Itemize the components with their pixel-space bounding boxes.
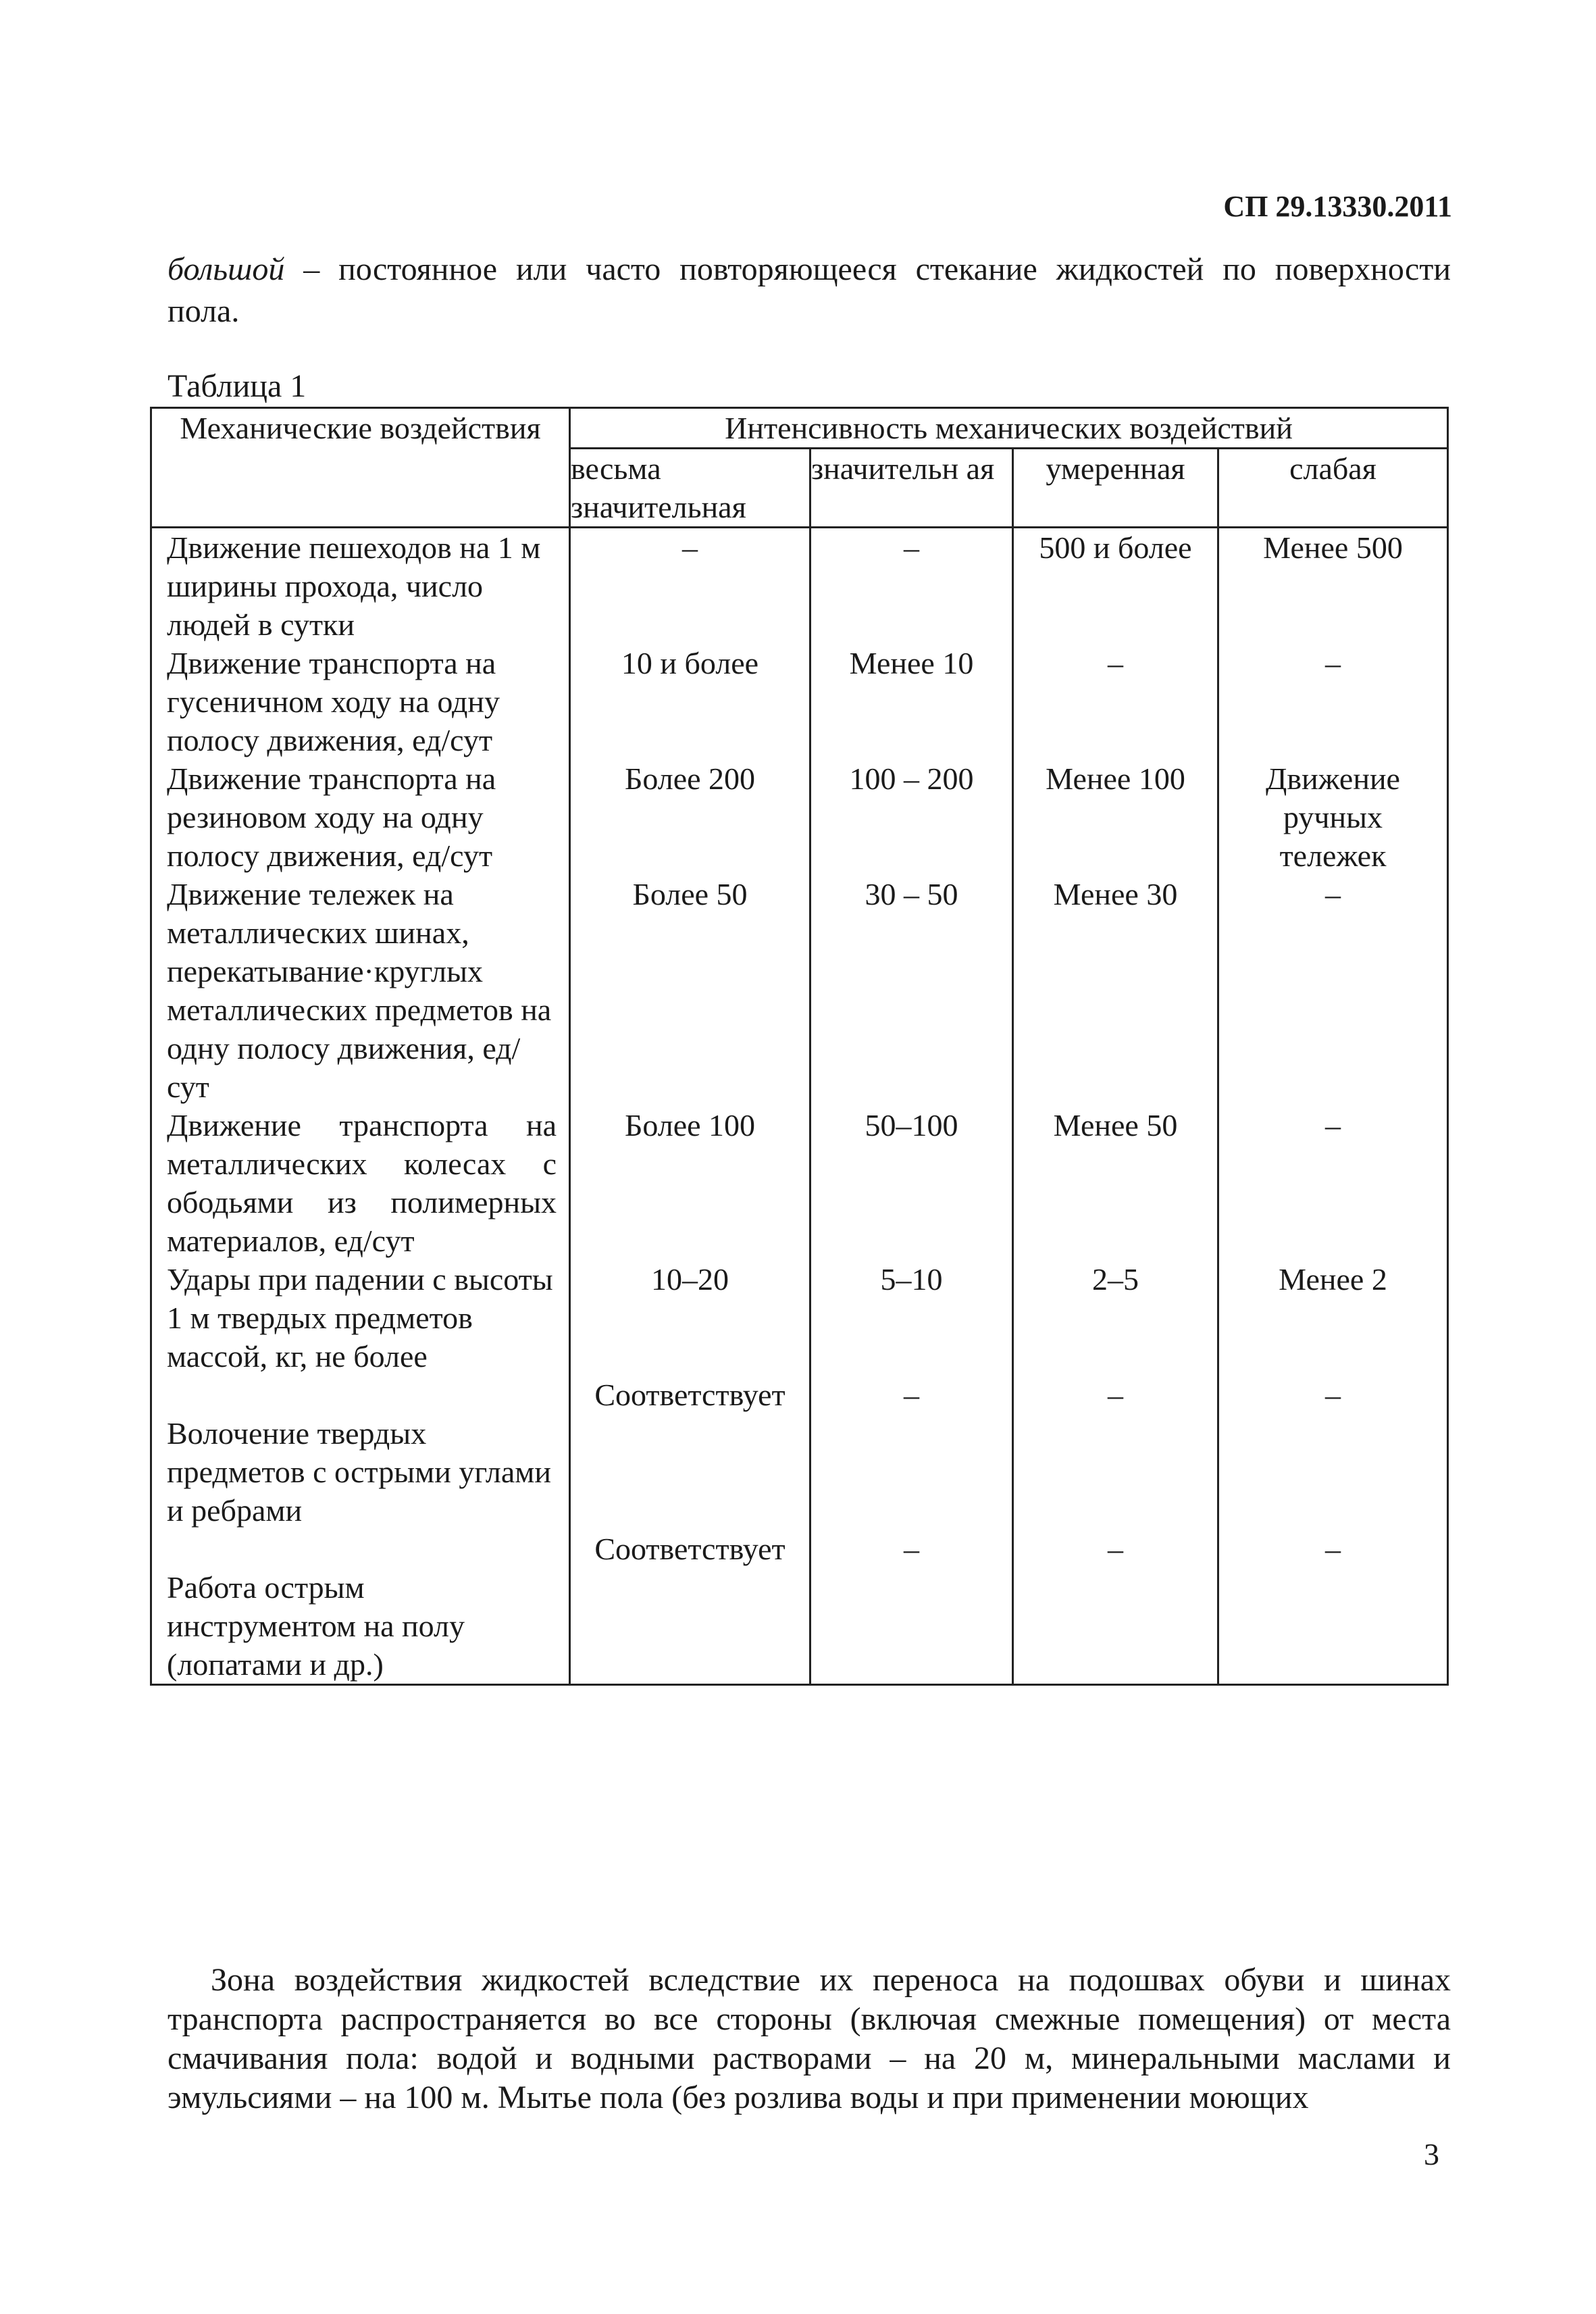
cell-value: – — [1218, 1530, 1448, 1685]
cell-value: Более 200 — [570, 759, 810, 875]
table-row — [151, 1260, 1448, 1376]
cell-value: Менее 30 — [1013, 875, 1218, 1106]
cell-value: Движение ручных тележек — [1218, 759, 1448, 875]
cell-value: 10–20 — [570, 1260, 810, 1376]
row-name: Волочение твердых предметов с острыми углами и ребрами — [151, 1376, 570, 1530]
cell-value: Менее 10 — [810, 644, 1013, 759]
intro-line-1 — [168, 249, 1451, 291]
cell-value: Менее 50 — [1013, 1106, 1218, 1260]
cell-value: – — [810, 1376, 1013, 1530]
cell-value: – — [810, 528, 1013, 645]
cell-value: Соответствует — [570, 1530, 810, 1685]
row-name: Движение пешеходов на 1 м ширины прохода, число людей в сутки — [151, 528, 570, 645]
cell-value: – — [1013, 1376, 1218, 1530]
cell-value: – — [1013, 1530, 1218, 1685]
table-row — [151, 759, 1448, 875]
intro-text-line-2: пола. — [168, 293, 240, 329]
cell-value: – — [1218, 1376, 1448, 1530]
row-name: Удары при падении с высоты 1 м твердых предметов массой, кг, не более — [151, 1260, 570, 1376]
subheader-weak: слабая — [1218, 449, 1448, 528]
cell-value: Менее 500 — [1218, 528, 1448, 645]
header-mechanical-impacts: Механические воздействия — [151, 408, 570, 528]
cell-value: 100 – 200 — [810, 759, 1013, 875]
table-row — [151, 1106, 1448, 1260]
cell-value: – — [1218, 1106, 1448, 1260]
intro-term: большой — [168, 251, 285, 287]
cell-value: 50–100 — [810, 1106, 1013, 1260]
row-name: Движение транспорта на резиновом ходу на одну полосу движения, ед/сут — [151, 759, 570, 875]
outro-text: Зона воздействия жидкостей вследствие их переноса на подошвах обуви и шинах транспорта распространяется во все стороны (включая смежные помещения) от места смачивания пола: водой и водными растворами – на 20 м, минеральными маслами и эмульсиями – на 100 м. Мытье пола (без розлива воды и при применении моющих — [168, 1962, 1451, 2115]
table-header-row-1 — [151, 408, 1448, 449]
table-row — [151, 644, 1448, 759]
row-name: Движение транспорта на металлических колесах с ободьями из полимерных материалов, ед/сут — [151, 1106, 570, 1260]
table-row — [151, 875, 1448, 1106]
table-caption: Таблица 1 — [168, 368, 307, 404]
cell-value: – — [1218, 875, 1448, 1106]
cell-value: 30 – 50 — [810, 875, 1013, 1106]
cell-value: Более 50 — [570, 875, 810, 1106]
cell-value: Соответствует — [570, 1376, 810, 1530]
table-row — [151, 1530, 1448, 1685]
intro-paragraph — [168, 249, 1451, 332]
cell-value: 10 и более — [570, 644, 810, 759]
cell-value: 500 и более — [1013, 528, 1218, 645]
cell-value: – — [1013, 644, 1218, 759]
subheader-very-significant: весьма значительная — [570, 449, 810, 528]
cell-value: 2–5 — [1013, 1260, 1218, 1376]
cell-value: – — [570, 528, 810, 645]
row-name: Движение тележек на металлических шинах, перекатывание·круглых металлических предметов на одну полосу движения, ед/сут — [151, 875, 570, 1106]
subheader-significant: значительн ая — [810, 449, 1013, 528]
header-intensity-group: Интенсивность механических воздействий — [570, 408, 1448, 449]
document-code: СП 29.13330.2011 — [1223, 190, 1452, 223]
cell-value: Менее 2 — [1218, 1260, 1448, 1376]
table-row — [151, 528, 1448, 645]
cell-value: Менее 100 — [1013, 759, 1218, 875]
subheader-moderate: умеренная — [1013, 449, 1218, 528]
table-row — [151, 1376, 1448, 1530]
mechanical-impacts-table — [150, 407, 1449, 1686]
outro-paragraph — [168, 1961, 1451, 2117]
intro-text-line-1: – постоянное или часто повторяющееся стекание жидкостей по поверхности — [284, 251, 1451, 287]
row-name: Работа острым инструментом на полу (лопатами и др.) — [151, 1530, 570, 1685]
cell-value: 5–10 — [810, 1260, 1013, 1376]
cell-value: – — [1218, 644, 1448, 759]
row-name: Движение транспорта на гусеничном ходу на одну полосу движения, ед/сут — [151, 644, 570, 759]
cell-value: Более 100 — [570, 1106, 810, 1260]
page-number: 3 — [1424, 2137, 1439, 2171]
cell-value: – — [810, 1530, 1013, 1685]
